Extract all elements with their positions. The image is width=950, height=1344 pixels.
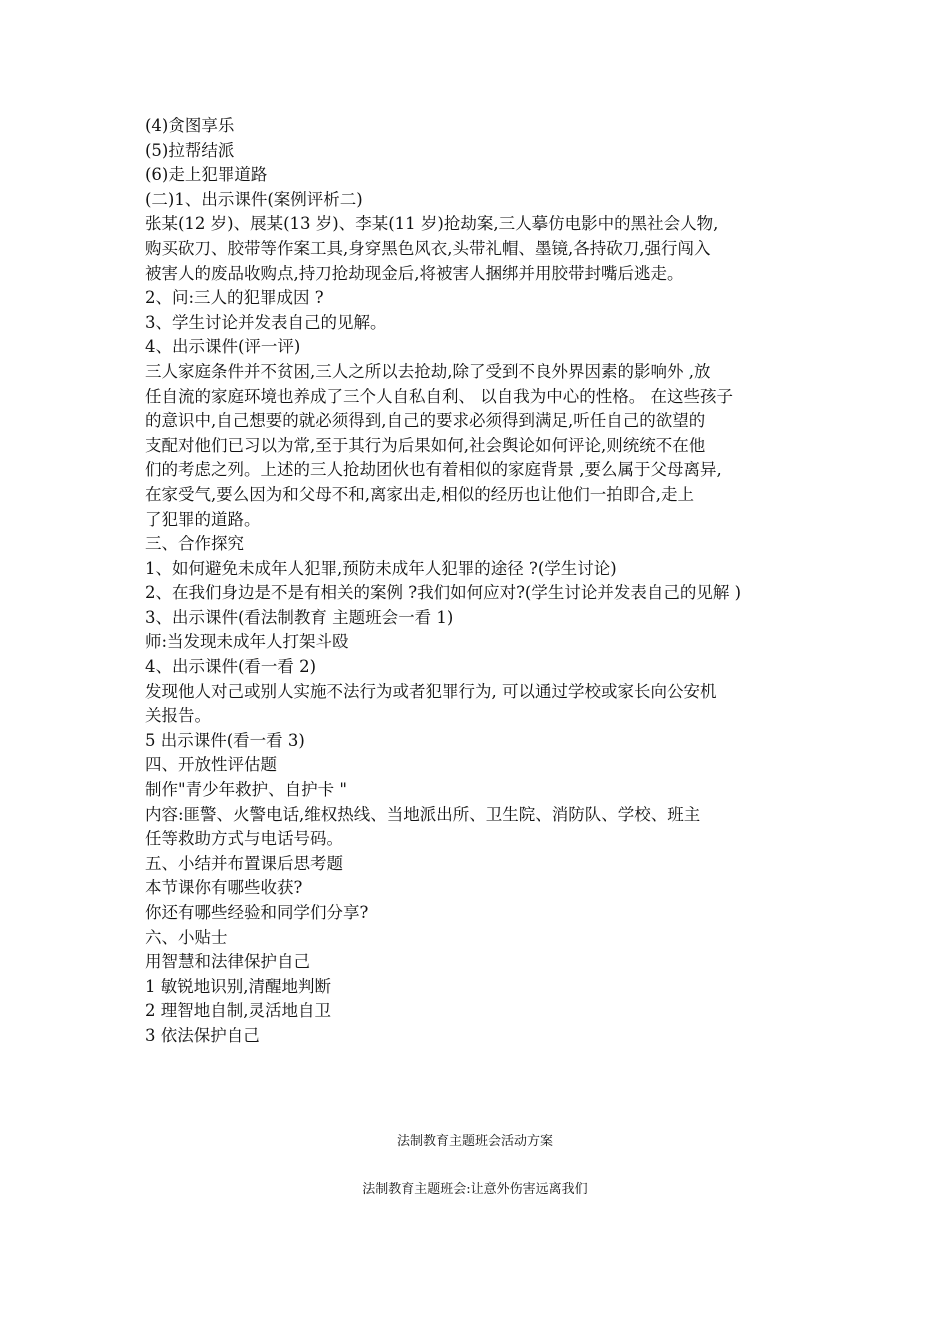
section-heading: 三、合作探究 [145, 534, 244, 554]
text-line: 内容:匪警、火警电话,维权热线、当地派出所、卫生院、消防队、学校、班主 [145, 804, 701, 824]
text-line: 1 敏锐地识别,清醒地判断 [145, 976, 331, 996]
text-line: 制作"青少年救护、自护卡 " [145, 780, 347, 800]
text-line: 了犯罪的道路。 [145, 509, 261, 529]
text-line: 被害人的废品收购点,持刀抢劫现金后,将被害人捆绑并用胶带封嘴后逃走。 [145, 263, 684, 283]
text-line: 在家受气,要么因为和父母不和,离家出走,相似的经历也让他们一拍即合,走上 [145, 484, 694, 504]
text-line: 1、如何避免未成年人犯罪,预防未成年人犯罪的途径 ?(学生讨论) [145, 558, 617, 578]
text-line: 本节课你有哪些收获? [145, 878, 303, 898]
text-line: 2、问:三人的犯罪成因 ? [145, 288, 324, 308]
text-line: 任自流的家庭环境也养成了三个人自私自利、 以自我为中心的性格。 在这些孩子 [145, 386, 733, 406]
section-heading: 四、开放性评估题 [145, 755, 277, 775]
text-line: 3、出示课件(看法制教育 主题班会一看 1) [145, 607, 454, 627]
section-heading: (二)1、出示课件(案例评析二) [145, 189, 363, 209]
text-line: 任等救助方式与电话号码。 [145, 829, 343, 849]
footer-subtitle: 法制教育主题班会:让意外伤害远离我们 [362, 1182, 588, 1197]
text-line: 2 理智地自制,灵活地自卫 [145, 1001, 331, 1021]
text-line: 用智慧和法律保护自己 [145, 952, 310, 972]
document-body [145, 114, 817, 1049]
text-line: (4)贪图享乐 [145, 116, 235, 135]
text-line: 们的考虑之列。上述的三人抢劫团伙也有着相似的家庭背景 ,要么属于父母离异, [145, 460, 722, 480]
text-line: 4、出示课件(看一看 2) [145, 657, 317, 677]
text-line: 关报告。 [145, 706, 211, 726]
text-line: 支配对他们已习以为常,至于其行为后果如何,社会舆论如何评论,则统统不在他 [145, 435, 706, 455]
text-line: 购买砍刀、胶带等作案工具,身穿黑色风衣,头带礼帽、墨镜,各持砍刀,强行闯入 [145, 238, 711, 258]
text-line: (5)拉帮结派 [145, 140, 235, 160]
text-line: 师:当发现未成年人打架斗殴 [145, 632, 349, 652]
text-line: 3、学生讨论并发表自己的见解。 [145, 312, 387, 332]
text-line: 发现他人对己或别人实施不法行为或者犯罪行为, 可以通过学校或家长向公安机 [145, 681, 717, 701]
text-line: 的意识中,自己想要的就必须得到,自己的要求必须得到满足,听任自己的欲望的 [145, 411, 706, 431]
text-line: 张某(12 岁)、展某(13 岁)、李某(11 岁)抢劫案,三人摹仿电影中的黑社会人物, [145, 214, 719, 234]
section-heading: 六、小贴士 [145, 927, 228, 947]
text-line: 三人家庭条件并不贫困,三人之所以去抢劫,除了受到不良外界因素的影响外 ,放 [145, 361, 711, 381]
text-line: 2、在我们身边是不是有相关的案例 ?我们如何应对?(学生讨论并发表自己的见解 ) [145, 583, 742, 603]
text-line: 4、出示课件(评一评) [145, 337, 301, 357]
text-line: (6)走上犯罪道路 [145, 165, 268, 185]
text-line: 3 依法保护自己 [145, 1025, 260, 1045]
text-line: 你还有哪些经验和同学们分享? [145, 903, 369, 922]
text-line: 5 出示课件(看一看 3) [145, 730, 305, 750]
footer-title: 法制教育主题班会活动方案 [396, 1134, 553, 1149]
section-heading: 五、小结并布置课后思考题 [145, 853, 343, 873]
